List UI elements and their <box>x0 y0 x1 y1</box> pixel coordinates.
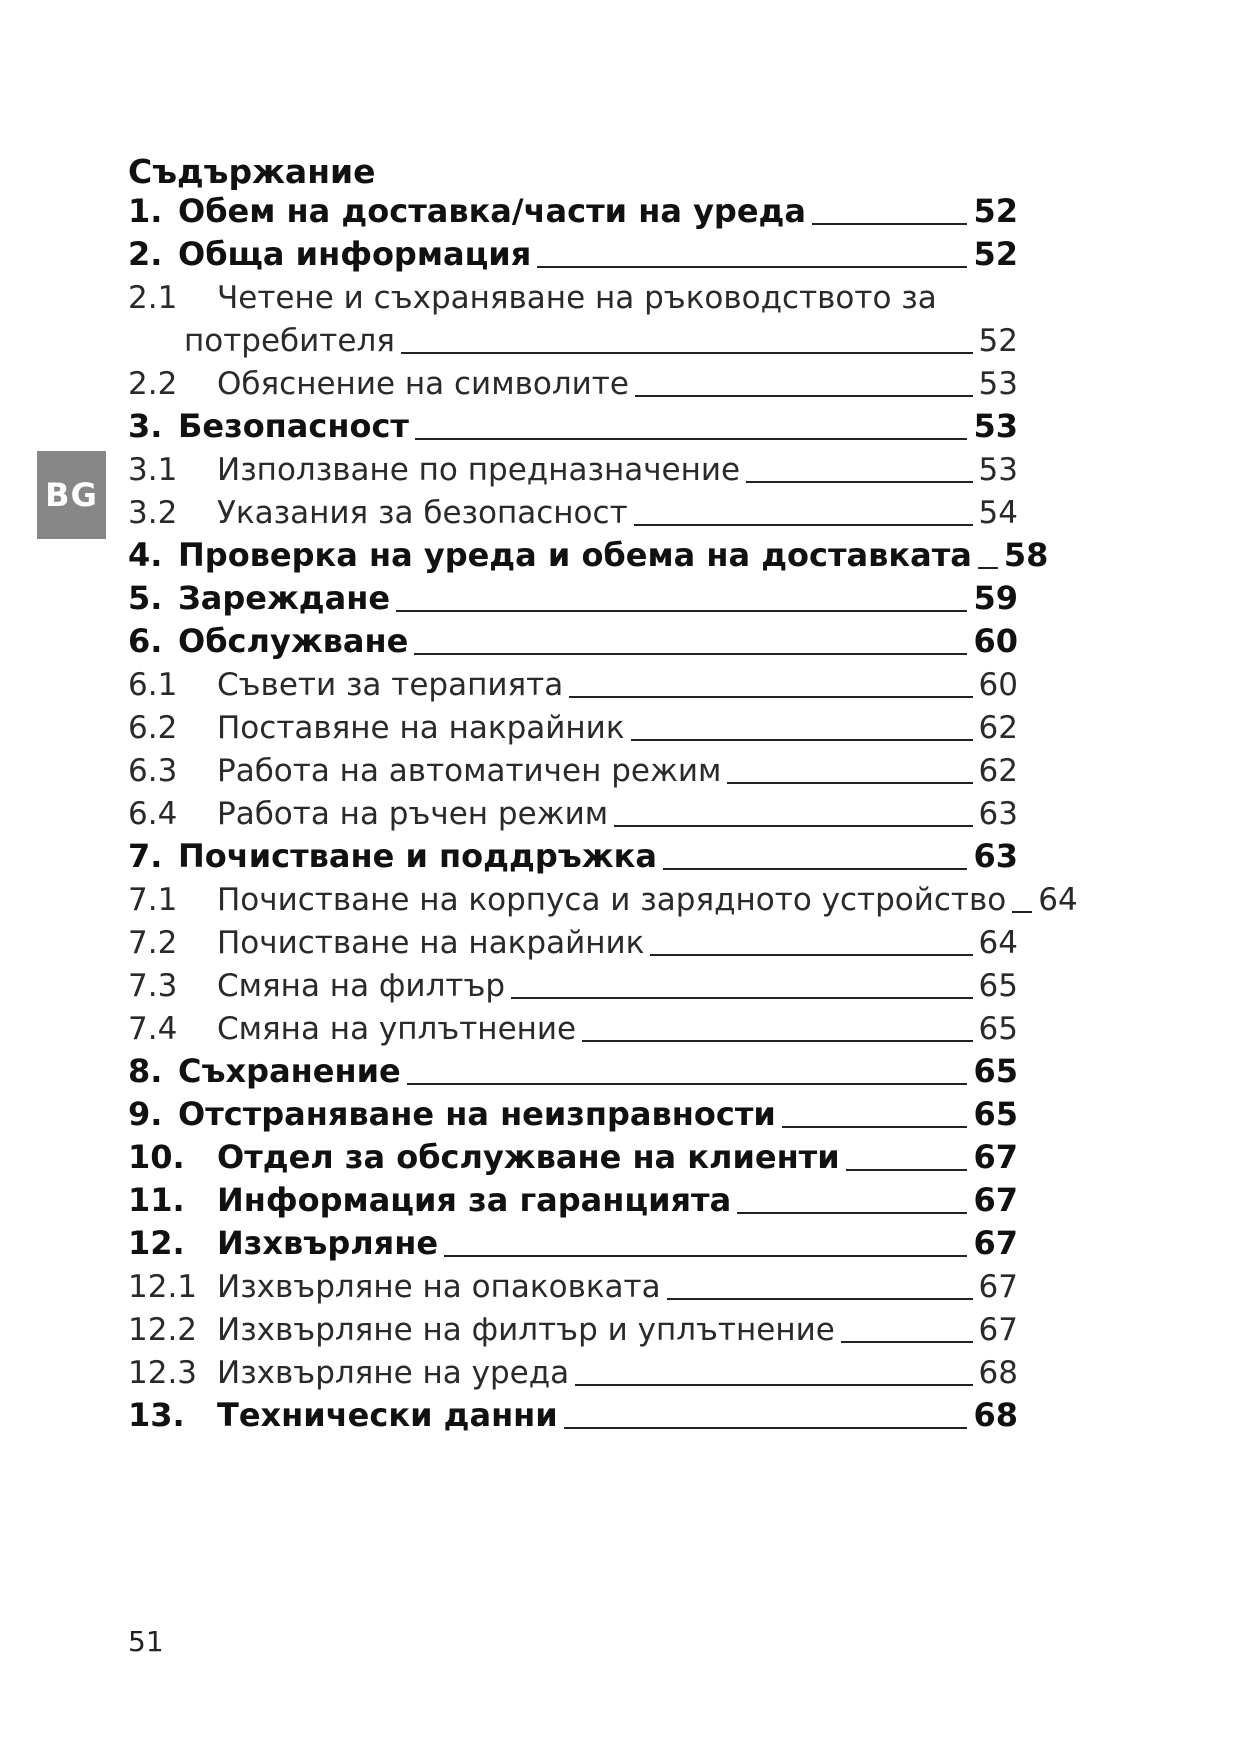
toc-entry-number: 7.4 <box>128 1011 178 1047</box>
toc-leader-line <box>564 1427 968 1429</box>
toc-entry <box>128 451 1018 494</box>
toc-entry-number: 2.1 <box>128 280 178 316</box>
toc-entry-page: 64 <box>978 925 1018 961</box>
toc-entry-label: Указания за безопасност <box>217 495 628 531</box>
toc-entry-page: 62 <box>978 753 1018 789</box>
toc-entry <box>128 1096 1018 1139</box>
toc-leader-line <box>727 782 972 784</box>
toc-entry-label: Обща информация <box>178 235 532 273</box>
toc-entry <box>128 365 1018 408</box>
toc-entry <box>128 752 1018 795</box>
toc-entry-page: 67 <box>978 1269 1018 1305</box>
toc-entry-label: Проверка на уреда и обема на доставката <box>178 536 972 574</box>
toc-entry-page: 65 <box>973 1052 1018 1090</box>
toc-entry-number: 11. <box>128 1181 185 1219</box>
toc-entry-label: Поставяне на накрайник <box>217 710 625 746</box>
toc-entry-label: Безопасност <box>178 407 409 445</box>
toc-entry-label: Зареждане <box>178 579 391 617</box>
toc-entry-page: 53 <box>973 407 1018 445</box>
toc-entry <box>128 623 1018 666</box>
toc-leader-line <box>650 954 972 956</box>
toc-leader-line <box>407 1083 968 1085</box>
toc-entry <box>128 236 1018 279</box>
toc-entry-page: 63 <box>978 796 1018 832</box>
language-tab: BG <box>37 451 106 539</box>
toc-entry-page: 68 <box>973 1396 1018 1434</box>
toc-entry <box>128 1225 1018 1268</box>
toc-entry-number: 7.3 <box>128 968 178 1004</box>
toc-entry-page: 63 <box>973 837 1018 875</box>
toc-entry-number: 7. <box>128 837 163 875</box>
toc-leader-line <box>841 1341 973 1343</box>
toc-leader-line <box>396 610 967 612</box>
toc-entry-number: 8. <box>128 1052 163 1090</box>
toc-entry-number: 12.3 <box>128 1355 198 1391</box>
toc-entry <box>128 1397 1018 1440</box>
toc-entry-page: 67 <box>973 1224 1018 1262</box>
toc-entry-number: 10. <box>128 1138 185 1176</box>
toc-entry-label: Съхранение <box>178 1052 401 1090</box>
toc-leader-line <box>614 825 972 827</box>
toc-leader-line <box>812 223 968 225</box>
toc-entry <box>128 1139 1018 1182</box>
toc-entry-number: 6. <box>128 622 163 660</box>
toc-title: Съдържание <box>128 152 376 191</box>
toc-entry-number: 6.1 <box>128 667 178 703</box>
toc-entry-number: 3.1 <box>128 452 178 488</box>
toc-entry-number: 13. <box>128 1396 185 1434</box>
toc-entry-page: 64 <box>1038 882 1078 918</box>
toc-leader-line <box>575 1384 972 1386</box>
toc-entry-page: 65 <box>978 968 1018 1004</box>
toc-entry-number: 9. <box>128 1095 163 1133</box>
toc-entry-label: Работа на ръчен режим <box>217 796 609 832</box>
toc-entry-page: 53 <box>978 366 1018 402</box>
toc-entry-label: Смяна на филтър <box>217 968 506 1004</box>
toc-leader-line <box>737 1212 967 1214</box>
toc-entry <box>128 1010 1018 1053</box>
toc-entry-page: 60 <box>978 667 1018 703</box>
toc-entry <box>128 536 1049 580</box>
toc-entry-number: 12.1 <box>128 1269 198 1305</box>
toc-entry-label: Изхвърляне <box>217 1224 439 1262</box>
toc-entry-page: 67 <box>973 1138 1018 1176</box>
toc-entry-label: Отстраняване на неизправности <box>178 1095 776 1133</box>
toc-entry <box>128 1182 1018 1225</box>
toc-entry-number: 7.1 <box>128 882 178 918</box>
toc-entry <box>128 795 1018 838</box>
toc-leader-line <box>511 997 973 999</box>
toc-entry <box>128 709 1018 752</box>
toc-leader-line <box>782 1126 968 1128</box>
toc-leader-line <box>415 438 968 440</box>
toc-entry-label: Изхвърляне на филтър и уплътнение <box>217 1312 835 1348</box>
toc-entry <box>128 1311 1018 1354</box>
toc-entry-page: 58 <box>1003 536 1049 574</box>
toc-entry-number: 1. <box>128 192 163 230</box>
toc-entry-number: 12.2 <box>128 1312 198 1348</box>
toc-entry-page: 54 <box>978 495 1018 531</box>
toc-entry-page: 53 <box>978 452 1018 488</box>
toc-entry-label: Обслужване <box>178 622 409 660</box>
toc-entry-label: Съвети за терапията <box>217 667 564 703</box>
toc-entry <box>128 193 1018 236</box>
toc-entry-label: Информация за гаранцията <box>217 1181 732 1219</box>
toc-entry-page: 52 <box>973 192 1018 230</box>
toc-entry-label: Работа на автоматичен режим <box>217 753 722 789</box>
toc-leader-line <box>663 868 968 870</box>
toc-entry-label: Обяснение на символите <box>217 366 629 402</box>
toc-entry-label: Почистване на корпуса и зарядното устройство <box>217 882 1007 918</box>
toc-entry <box>128 838 1018 881</box>
toc-entry-number: 7.2 <box>128 925 178 961</box>
table-of-contents <box>128 150 1078 1440</box>
toc-leader-line <box>631 739 973 741</box>
toc-entry <box>128 279 1018 322</box>
toc-entry-number: 6.3 <box>128 753 178 789</box>
toc-entry <box>128 666 1018 709</box>
toc-entry-label: Почистване на накрайник <box>217 925 645 961</box>
toc-entry <box>128 408 1018 451</box>
toc-entry-page: 65 <box>973 1095 1018 1133</box>
toc-entry-label: Почистване и поддръжка <box>178 837 657 875</box>
toc-entry-label: Използване по предназначение <box>217 452 741 488</box>
toc-entry-label: Отдел за обслужване на клиенти <box>217 1138 840 1176</box>
toc-entry-label: Четене и съхраняване на ръководството за <box>217 280 937 316</box>
toc-leader-line <box>582 1040 972 1042</box>
toc-entry <box>128 494 1018 537</box>
toc-entry-page: 67 <box>978 1312 1018 1348</box>
toc-entry-number: 4. <box>128 536 163 574</box>
toc-entry-number: 2. <box>128 235 163 273</box>
toc-entry-label: Обем на доставка/части на уреда <box>178 192 806 230</box>
toc-entry <box>128 881 1078 924</box>
toc-leader-line <box>401 352 973 354</box>
toc-entry-label: Изхвърляне на опаковката <box>217 1269 661 1305</box>
toc-entry-number: 5. <box>128 579 163 617</box>
toc-entry <box>128 1268 1018 1311</box>
toc-leader-line <box>414 653 967 655</box>
toc-entry-page: 65 <box>978 1011 1018 1047</box>
toc-entry-number: 12. <box>128 1224 185 1262</box>
toc-entry-number: 6.2 <box>128 710 178 746</box>
page-number: 51 <box>128 1625 164 1658</box>
toc-entry-page: 52 <box>973 235 1018 273</box>
toc-entry <box>128 580 1018 623</box>
toc-entry-number: 6.4 <box>128 796 178 832</box>
toc-leader-line <box>1012 911 1032 913</box>
toc-entry-page: 67 <box>973 1181 1018 1219</box>
toc-leader-line <box>537 266 967 268</box>
toc-entry-page: 60 <box>973 622 1018 660</box>
toc-entry-page: 62 <box>978 710 1018 746</box>
toc-leader-line <box>444 1255 967 1257</box>
toc-entry-page: 52 <box>978 323 1018 359</box>
toc-entry <box>128 1354 1018 1397</box>
toc-entry-label: Изхвърляне на уреда <box>217 1355 570 1391</box>
toc-leader-line <box>846 1169 968 1171</box>
toc-entry <box>128 1053 1018 1096</box>
toc-entry-label: Технически данни <box>217 1396 558 1434</box>
toc-entry-number: 3.2 <box>128 495 178 531</box>
toc-entry-page: 59 <box>973 579 1018 617</box>
toc-entry-continuation <box>128 322 1018 365</box>
toc-entry-number: 2.2 <box>128 366 178 402</box>
toc-leader-line <box>746 481 972 483</box>
toc-leader-line <box>569 696 972 698</box>
toc-leader-line <box>635 395 973 397</box>
toc-entry-number: 3. <box>128 407 163 445</box>
toc-leader-line <box>667 1298 973 1300</box>
toc-leader-line <box>978 567 998 569</box>
toc-entry-label: Смяна на уплътнение <box>217 1011 577 1047</box>
toc-leader-line <box>634 524 973 526</box>
toc-entry <box>128 967 1018 1010</box>
toc-entry <box>128 924 1018 967</box>
toc-entry-page: 68 <box>978 1355 1018 1391</box>
toc-entry-label-continued: потребителя <box>184 323 395 359</box>
